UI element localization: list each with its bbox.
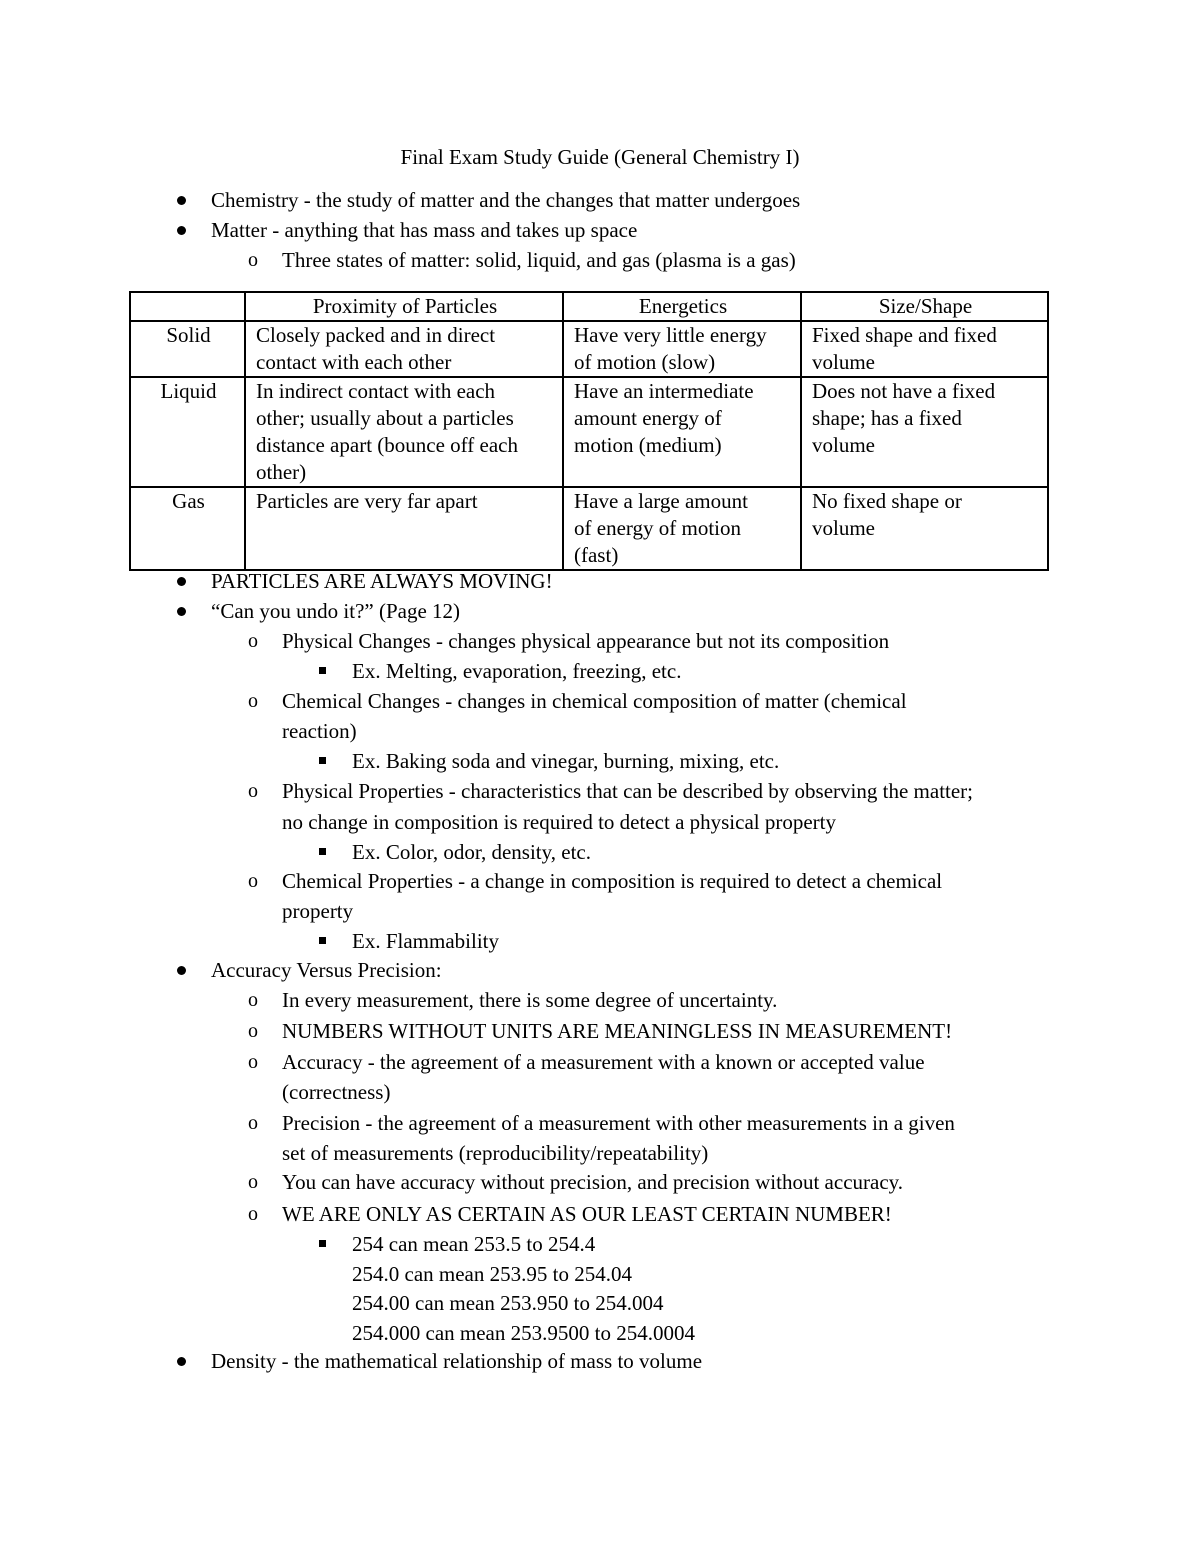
definition-chemistry: Chemistry - the study of matter and the changes that matter undergoes (211, 188, 801, 212)
physical-properties-cont: no change in composition is required to detect a physical property (282, 810, 837, 834)
density-definition: Density - the mathematical relationship of mass to volume (211, 1349, 703, 1373)
energetics-cell (563, 321, 801, 377)
cell-line: of motion (slow) (574, 350, 716, 374)
bullet-circle: o (248, 630, 258, 652)
state-label: Solid (130, 321, 245, 377)
bullet-dot (177, 607, 186, 616)
cell-line: (fast) (574, 543, 619, 567)
bullet-dot (177, 226, 186, 235)
cell-line: amount energy of (574, 406, 722, 430)
bullet-circle: o (248, 1171, 258, 1193)
energetics-cell (563, 377, 801, 487)
bullet-square (319, 757, 326, 764)
chemical-properties-cont: property (282, 899, 354, 923)
bullet-dot (177, 196, 186, 205)
cell-line: Closely packed and in direct (256, 323, 496, 347)
bullet-dot (177, 577, 186, 586)
bullet-dot (177, 1357, 186, 1366)
bullet-circle: o (248, 690, 258, 712)
chemical-changes-example: Ex. Baking soda and vinegar, burning, mixing, etc. (352, 749, 780, 773)
state-label: Gas (130, 487, 245, 570)
proximity-cell (245, 377, 563, 487)
cell-line: distance apart (bounce off each (256, 433, 518, 457)
least-certain-note: WE ARE ONLY AS CERTAIN AS OUR LEAST CERTAIN NUMBER! (282, 1202, 892, 1226)
units-note: NUMBERS WITHOUT UNITS ARE MEANINGLESS IN MEASUREMENT! (282, 1019, 953, 1043)
physical-changes: Physical Changes - changes physical appearance but not its composition (282, 629, 890, 653)
cell-line: other) (256, 460, 307, 484)
bullet-circle: o (248, 780, 258, 802)
physical-properties-example: Ex. Color, odor, density, etc. (352, 840, 591, 864)
number-example: 254.0 can mean 253.95 to 254.04 (352, 1262, 632, 1286)
bullet-circle: o (248, 249, 258, 271)
energetics-cell (563, 487, 801, 570)
header-blank (130, 292, 245, 321)
physical-changes-example: Ex. Melting, evaporation, freezing, etc. (352, 659, 682, 683)
state-label: Liquid (130, 377, 245, 487)
table-row-gas (130, 487, 1048, 570)
shape-cell (801, 487, 1048, 570)
header-proximity: Proximity of Particles (245, 292, 563, 321)
table-row-solid (130, 321, 1048, 377)
bullet-square (319, 1240, 326, 1247)
cell-line: Have very little energy (574, 323, 767, 347)
bullet-circle: o (248, 989, 258, 1011)
cell-line: volume (812, 433, 875, 457)
accuracy-definition-cont: (correctness) (282, 1080, 391, 1104)
chemical-properties-example: Ex. Flammability (352, 929, 499, 953)
table-row-liquid (130, 377, 1048, 487)
table-header-row (130, 292, 1048, 321)
bullet-circle: o (248, 1112, 258, 1134)
cell-line: volume (812, 350, 875, 374)
header-energetics: Energetics (563, 292, 801, 321)
chemical-properties: Chemical Properties - a change in composition is required to detect a chemical (282, 869, 943, 893)
bullet-square (319, 848, 326, 855)
cell-line: other; usually about a particles (256, 406, 514, 430)
cell-line: In indirect contact with each (256, 379, 496, 403)
bullet-circle: o (248, 870, 258, 892)
cell-line: No fixed shape or (812, 489, 962, 513)
cell-line: motion (medium) (574, 433, 722, 457)
cell-line: Particles are very far apart (256, 489, 478, 513)
bullet-circle: o (248, 1203, 258, 1225)
heading-accuracy-precision: Accuracy Versus Precision: (211, 958, 442, 982)
states-of-matter-table (129, 291, 1049, 571)
cell-line: Have a large amount (574, 489, 748, 513)
definition-matter: Matter - anything that has mass and takes up space (211, 218, 638, 242)
shape-cell (801, 377, 1048, 487)
precision-definition-cont: set of measurements (reproducibility/repeatability) (282, 1141, 709, 1165)
number-example: 254.00 can mean 253.950 to 254.004 (352, 1291, 664, 1315)
chemical-changes-cont: reaction) (282, 719, 357, 743)
bullet-square (319, 937, 326, 944)
cell-line: Does not have a fixed (812, 379, 996, 403)
shape-cell (801, 321, 1048, 377)
cell-line: shape; has a fixed (812, 406, 962, 430)
accuracy-definition: Accuracy - the agreement of a measurement with a known or accepted value (282, 1050, 925, 1074)
header-size-shape: Size/Shape (801, 292, 1048, 321)
precision-definition: Precision - the agreement of a measurement with other measurements in a given (282, 1111, 955, 1135)
cell-line: Have an intermediate (574, 379, 754, 403)
cell-line: Fixed shape and fixed (812, 323, 997, 347)
chemical-changes: Chemical Changes - changes in chemical composition of matter (chemical (282, 689, 907, 713)
physical-properties: Physical Properties - characteristics that can be described by observing the matter; (282, 779, 974, 803)
cell-line: of energy of motion (574, 516, 741, 540)
cell-line: contact with each other (256, 350, 452, 374)
heading-undo: “Can you undo it?” (Page 12) (211, 599, 461, 623)
page-title: Final Exam Study Guide (General Chemistry I) (400, 145, 800, 169)
states-of-matter: Three states of matter: solid, liquid, and gas (plasma is a gas) (282, 248, 796, 272)
proximity-cell (245, 487, 563, 570)
bullet-dot (177, 966, 186, 975)
cell-line: volume (812, 516, 875, 540)
uncertainty-note: In every measurement, there is some degree of uncertainty. (282, 988, 778, 1012)
number-example: 254 can mean 253.5 to 254.4 (352, 1232, 596, 1256)
number-example: 254.000 can mean 253.9500 to 254.0004 (352, 1321, 695, 1345)
bullet-circle: o (248, 1020, 258, 1042)
proximity-cell (245, 321, 563, 377)
note-particles-moving: PARTICLES ARE ALWAYS MOVING! (211, 569, 553, 593)
bullet-circle: o (248, 1051, 258, 1073)
accuracy-without-precision: You can have accuracy without precision, and precision without accuracy. (282, 1170, 904, 1194)
bullet-square (319, 667, 326, 674)
